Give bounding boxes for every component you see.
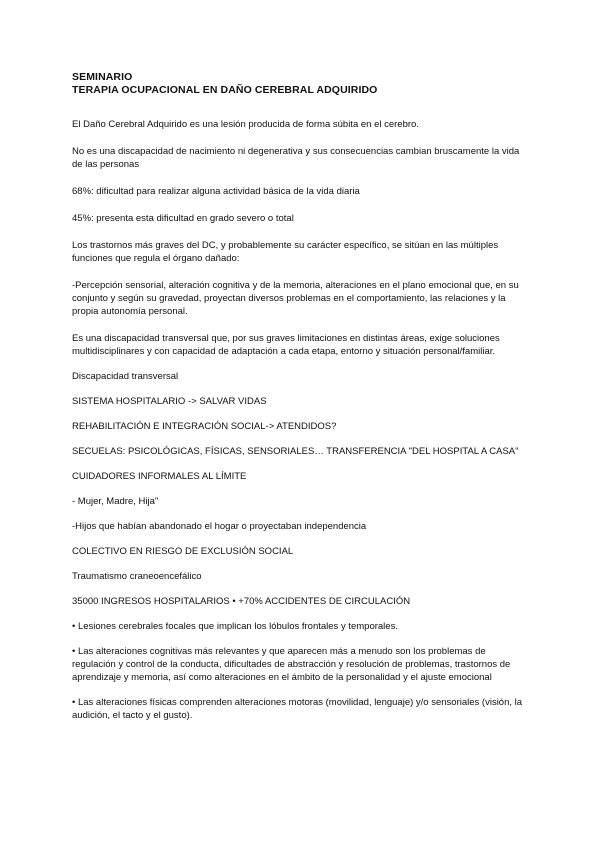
line-cuidadores: CUIDADORES INFORMALES AL LÍMITE [72, 471, 247, 482]
heading-traumatismo: Traumatismo craneoencefálico [72, 571, 202, 582]
paragraph-transversal-disability: Es una discapacidad transversal que, por sus graves limitaciones en distintas áreas, exige soluciones multidisciplinares y con capacidad de adaptación a cada etapa, entorno y situación personal/familiar. [72, 333, 500, 357]
document-title-line-1: SEMINARIO [72, 71, 133, 83]
bullet-alteraciones-fisicas: • Las alteraciones físicas comprenden alteraciones motoras (movilidad, lenguaje) y/o sensoriales (visión, la audición, el tacto y el gusto). [72, 697, 523, 721]
line-colectivo-riesgo: COLECTIVO EN RIESGO DE EXCLUSIÓN SOCIAL [72, 546, 294, 557]
paragraph-perception: -Percepción sensorial, alteración cognitiva y de la memoria, alteraciones en el plano emocional que, en su conjunto y según su gravedad, proyectan diversos problemas en el comportamiento, las relaciones y la propia autonomía personal. [72, 280, 519, 317]
paragraph-stat-68: 68%: dificultad para realizar alguna actividad básica de la vida diaria [72, 186, 360, 197]
line-ingresos-hospitalarios: 35000 INGRESOS HOSPITALARIOS • +70% ACCIDENTES DE CIRCULACIÓN [72, 596, 411, 607]
paragraph-disorders: Los trastornos más graves del DC, y probablemente su carácter específico, se sitúan en las múltiples funciones que regula el órgano dañado: [72, 240, 499, 264]
paragraph-not-congenital: No es una discapacidad de nacimiento ni degenerativa y sus consecuencias cambian bruscamente la vida de las personas [72, 146, 520, 170]
document-body [72, 71, 532, 722]
line-sistema-hospitalario: SISTEMA HOSPITALARIO -> SALVAR VIDAS [72, 396, 267, 407]
heading-discapacidad-transversal: Discapacidad transversal [72, 371, 179, 382]
bullet-alteraciones-cognitivas: • Las alteraciones cognitivas más relevantes y que aparecen más a menudo son los problemas de regulación y control de la conducta, dificultades de abstracción y resolución de problemas, trastornos de aprendizaje y memoria, así como alteraciones en el ámbito de la personalidad y el ajuste emocional [72, 646, 511, 683]
bullet-lesiones-focales: • Lesiones cerebrales focales que implican los lóbulos frontales y temporales. [72, 621, 398, 632]
line-rehabilitacion: REHABILITACIÓN E INTEGRACIÓN SOCIAL-> ATENDIDOS? [72, 421, 337, 432]
paragraph-stat-45: 45%: presenta esta dificultad en grado severo o total [72, 213, 294, 224]
line-secuelas: SECUELAS: PSICOLÓGICAS, FÍSICAS, SENSORIALES… TRANSFERENCIA "DEL HOSPITAL A CASA" [72, 446, 519, 457]
line-mujer-madre-hija: - Mujer, Madre, Hija" [72, 496, 159, 507]
document-title-line-2: TERAPIA OCUPACIONAL EN DAÑO CEREBRAL ADQUIRIDO [72, 84, 378, 96]
line-hijos: -Hijos que habían abandonado el hogar o proyectaban independencia [72, 521, 367, 532]
paragraph-dca-definition: El Daño Cerebral Adquirido es una lesión producida de forma súbita en el cerebro. [72, 119, 419, 130]
